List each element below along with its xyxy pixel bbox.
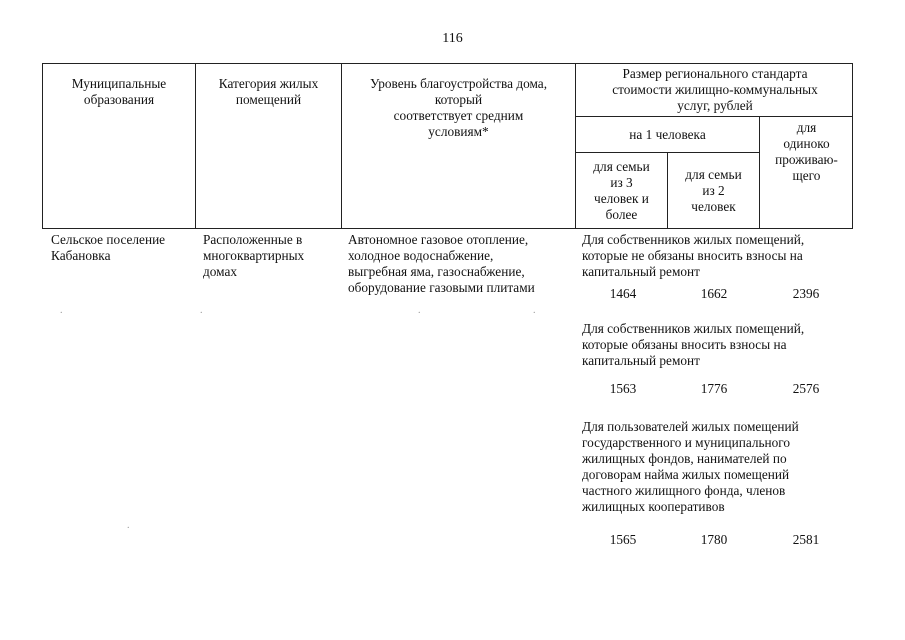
scan-mark: . bbox=[533, 305, 536, 316]
group-label: Для собственников жилых помещений, которые не обязаны вносить взносы на капитальный ремонт bbox=[582, 232, 805, 279]
header-single: для одиноко проживаю- щего bbox=[775, 120, 838, 183]
header-per-person: на 1 человека bbox=[629, 126, 706, 142]
value-family-3: 1563 bbox=[609, 381, 637, 396]
row-municipality: Сельское поселение Кабановка bbox=[51, 232, 166, 263]
value-single: 2581 bbox=[792, 532, 820, 547]
header-family-2: для семьи из 2 человек bbox=[685, 166, 742, 214]
scan-mark: . bbox=[127, 520, 130, 531]
value-family-3: 1464 bbox=[609, 286, 637, 301]
table-header bbox=[42, 63, 853, 229]
scan-mark: . bbox=[200, 305, 203, 316]
value-single: 2576 bbox=[792, 381, 820, 396]
header-category: Категория жилых помещений bbox=[218, 76, 319, 107]
group-label: Для собственников жилых помещений, которые обязаны вносить взносы на капитальный ремонт bbox=[582, 321, 805, 368]
header-level: Уровень благоустройства дома, который соответствует средним условиям* bbox=[369, 76, 548, 139]
page-number: 116 bbox=[442, 31, 463, 46]
value-family-2: 1776 bbox=[700, 381, 728, 396]
value-family-2: 1662 bbox=[700, 286, 728, 301]
value-single: 2396 bbox=[792, 286, 820, 301]
row-level: Автономное газовое отопление, холодное водоснабжение, выгребная яма, газоснабжение, оборудование газовыми плитами bbox=[348, 232, 535, 295]
header-family-3: для семьи из 3 человек и более bbox=[593, 158, 650, 222]
value-family-2: 1780 bbox=[700, 532, 728, 547]
header-municipality: Муниципальные образования bbox=[71, 76, 167, 107]
scan-mark: . bbox=[60, 305, 63, 316]
value-family-3: 1565 bbox=[609, 532, 637, 547]
group-label: Для пользователей жилых помещений государственного и муниципального жилищных фондов, нанимателей по договорам найма жилых помещений частного жилищного фонда, членов жилищных кооперативов bbox=[582, 419, 799, 514]
row-category: Расположенные в многоквартирных домах bbox=[203, 232, 305, 279]
scan-mark: . bbox=[418, 305, 421, 316]
header-standard: Размер регионального стандарта стоимости жилищно-коммунальных услуг, рублей bbox=[612, 66, 818, 113]
